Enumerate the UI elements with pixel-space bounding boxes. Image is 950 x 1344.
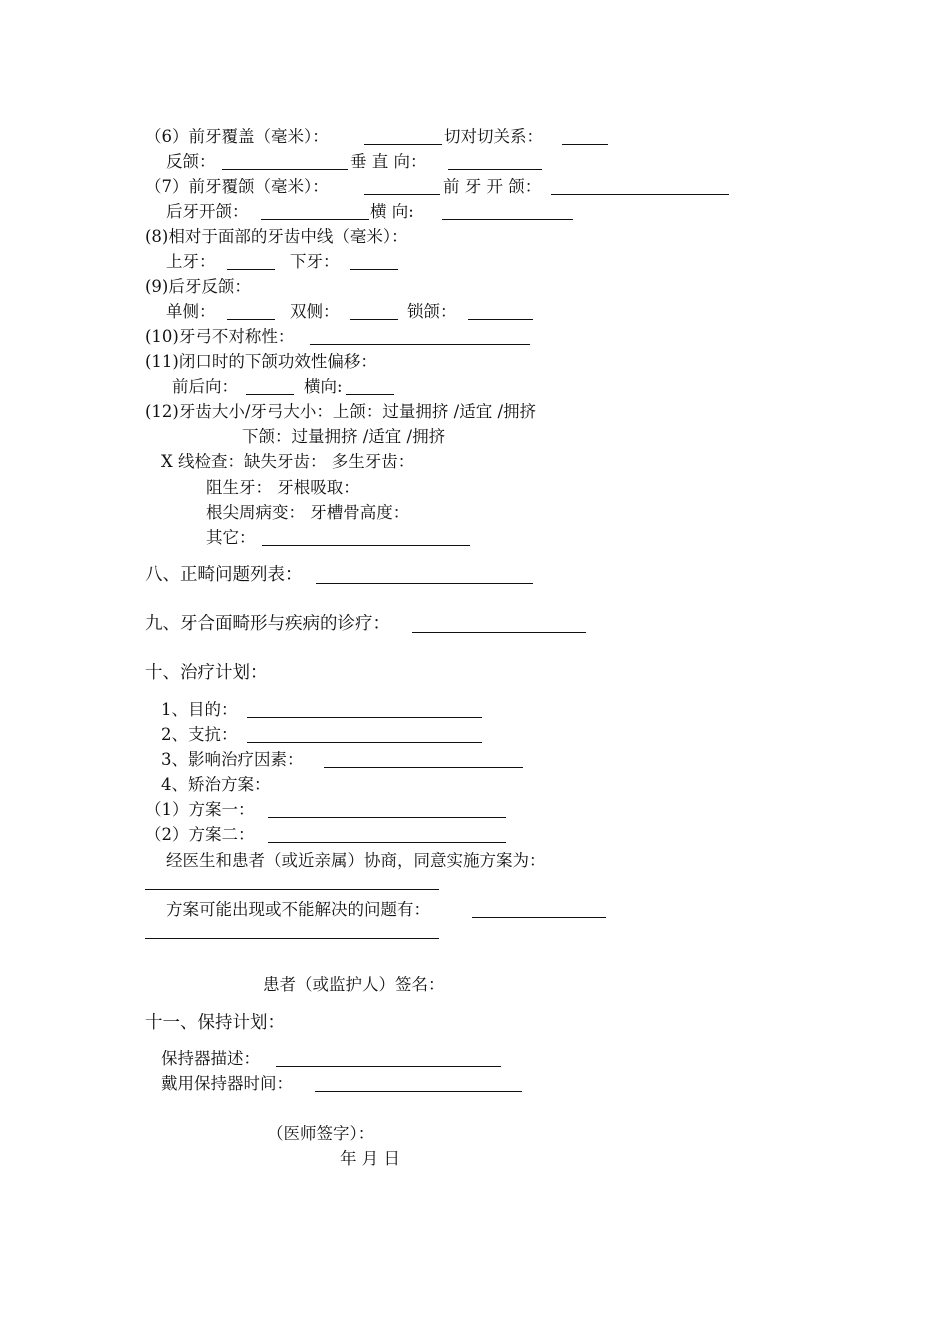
bilateral-label: 双侧： — [290, 302, 340, 321]
retainer-time-label: 戴用保持器时间： — [161, 1074, 293, 1093]
vertical-label: 垂 直 向： — [350, 152, 427, 171]
posterior-openbite-label: 后牙开颌： — [166, 202, 249, 221]
horizontal-field[interactable] — [442, 219, 573, 220]
reverse-overjet-label: 反颌： — [166, 152, 216, 171]
ap-field[interactable] — [246, 394, 294, 395]
anterior-openbite-label: 前 牙 开 颌： — [443, 177, 542, 196]
problems-field-1[interactable] — [472, 917, 606, 918]
unilateral-field[interactable] — [227, 319, 275, 320]
item6-label: （6）前牙覆盖（毫米）： — [145, 127, 329, 146]
retainer-desc-field[interactable] — [276, 1066, 501, 1067]
horizontal-label: 横 向: — [370, 202, 414, 221]
patient-signature-label: 患者（或监护人）签名： — [263, 975, 445, 994]
doctor-signature-label: （医师签字）： — [267, 1124, 375, 1143]
impacted-line: 阻生牙： 牙根吸取： — [206, 478, 360, 497]
periapical-line: 根尖周病变： 牙槽骨高度： — [206, 503, 410, 522]
plan1-field[interactable] — [268, 817, 506, 818]
date-line: 年 月 日 — [340, 1149, 400, 1168]
transverse-field[interactable] — [346, 394, 394, 395]
section10-title: 十、治疗计划： — [145, 663, 268, 683]
item9-label: (9)后牙反颌： — [145, 277, 251, 296]
plan-label: 4、矫治方案： — [161, 775, 271, 794]
lower-midline-label: 下牙： — [290, 252, 340, 271]
ap-label: 前后向： — [172, 377, 238, 396]
goal-label: 1、目的： — [161, 700, 238, 719]
reverse-overjet-field[interactable] — [222, 169, 348, 170]
consent-text: 经医生和患者（或近亲属）协商，同意实施方案为： — [166, 851, 546, 870]
factors-field[interactable] — [324, 767, 523, 768]
transverse-label: 横向: — [304, 377, 343, 396]
lock-field[interactable] — [468, 319, 533, 320]
diagnosis-field[interactable] — [412, 632, 586, 633]
retainer-desc-label: 保持器描述： — [161, 1049, 260, 1068]
item11-label: (11)闭口时的下颌功效性偏移： — [145, 352, 377, 371]
vertical-field[interactable] — [448, 169, 542, 170]
section9-title: 九、牙合面畸形与疾病的诊疗： — [145, 614, 390, 634]
other-label: 其它： — [206, 528, 256, 547]
lower-midline-field[interactable] — [350, 269, 398, 270]
edge-to-edge-field[interactable] — [562, 144, 608, 145]
factors-label: 3、影响治疗因素： — [161, 750, 304, 769]
item12-upper: (12)牙齿大小/牙弓大小：上颌：过量拥挤 /适宜 /拥挤 — [145, 402, 537, 421]
unilateral-label: 单侧： — [166, 302, 216, 321]
other-field[interactable] — [262, 545, 470, 546]
upper-midline-label: 上牙： — [166, 252, 216, 271]
bilateral-field[interactable] — [350, 319, 398, 320]
anchorage-field[interactable] — [247, 742, 482, 743]
section11-title: 十一、保持计划： — [145, 1013, 285, 1033]
item12-lower: 下颌：过量拥挤 /适宜 /拥挤 — [242, 427, 446, 446]
plan2-label: （2）方案二： — [145, 825, 255, 844]
plan1-label: （1）方案一： — [145, 800, 255, 819]
plan2-field[interactable] — [268, 842, 506, 843]
section8-title: 八、正畸问题列表： — [145, 565, 303, 585]
anchorage-label: 2、支抗： — [161, 725, 238, 744]
asymmetry-field[interactable] — [310, 344, 530, 345]
posterior-openbite-field[interactable] — [261, 219, 369, 220]
retainer-time-field[interactable] — [315, 1091, 522, 1092]
problems-field-2[interactable] — [145, 938, 439, 939]
item7-label: （7）前牙覆颌（毫米）： — [145, 177, 329, 196]
edge-to-edge-label: 切对切关系： — [444, 127, 543, 146]
problem-list-field[interactable] — [316, 583, 533, 584]
anterior-openbite-field[interactable] — [551, 194, 729, 195]
xray-line: X 线检查：缺失牙齿： 多生牙齿： — [161, 452, 415, 471]
problems-label: 方案可能出现或不能解决的问题有： — [166, 900, 430, 919]
overjet-field[interactable] — [364, 144, 442, 145]
upper-midline-field[interactable] — [227, 269, 275, 270]
item10-label: (10)牙弓不对称性： — [145, 327, 295, 346]
lock-label: 锁颌： — [407, 302, 457, 321]
consent-field[interactable] — [145, 889, 439, 890]
item8-label: (8)相对于面部的牙齿中线（毫米）： — [145, 227, 408, 246]
goal-field[interactable] — [247, 717, 482, 718]
overbite-field[interactable] — [364, 194, 440, 195]
